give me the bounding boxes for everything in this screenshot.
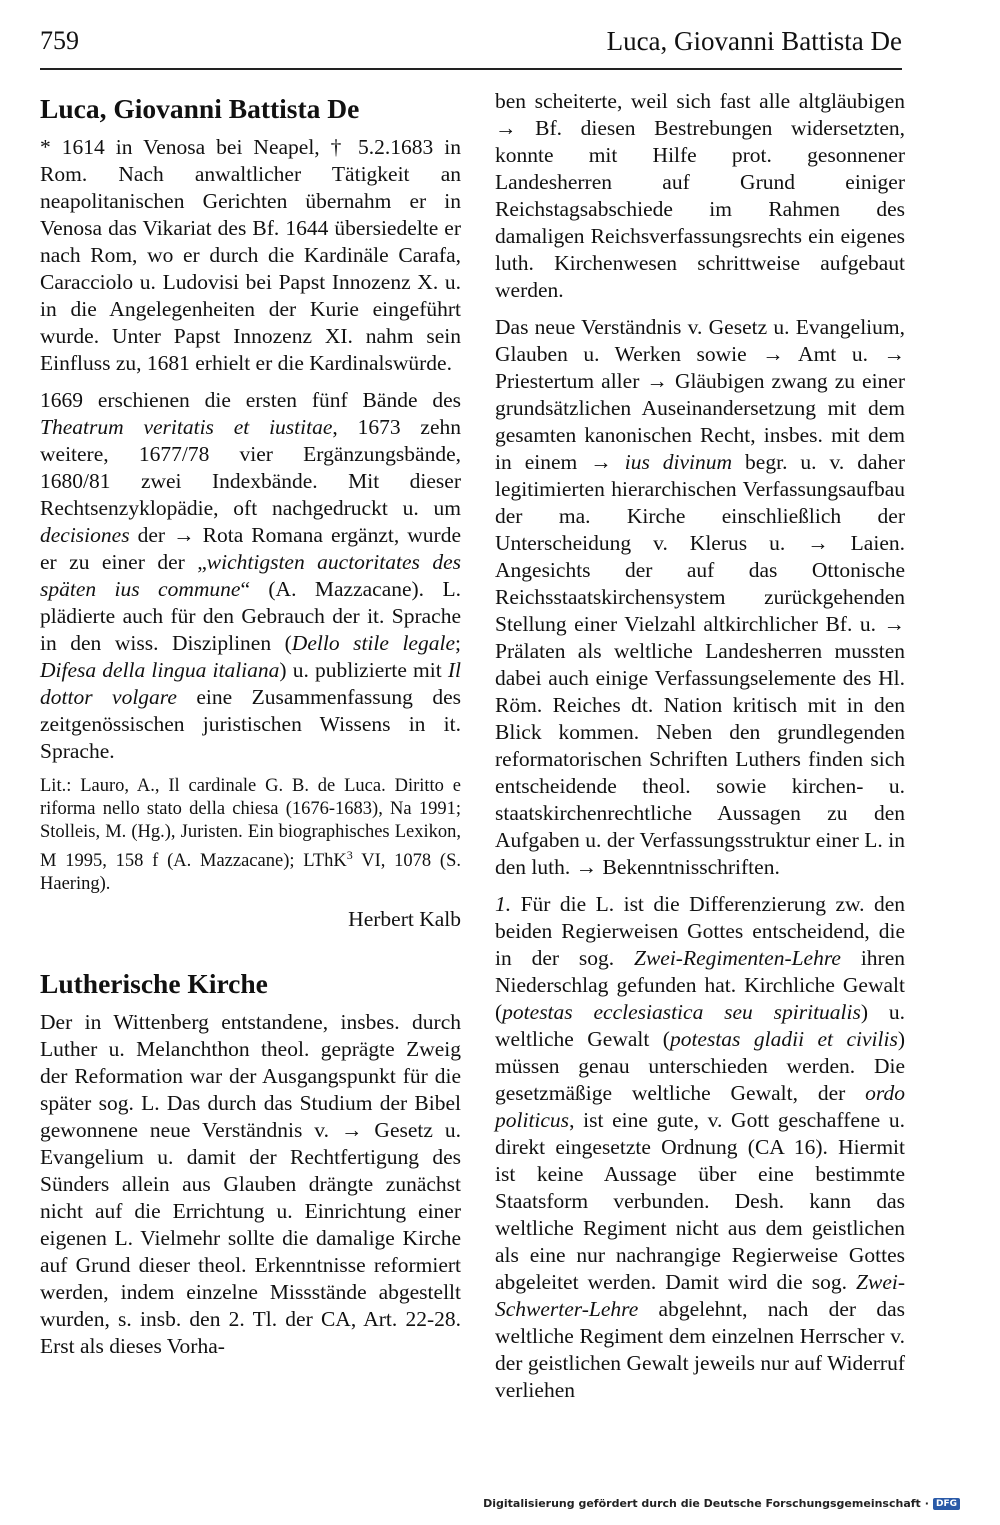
text-run: Lit.: Lauro, A., Il cardinale G. B. de Luca. Diritto e riforma nello stato della chiesa (1676-1683), Na 1991; Stolleis, M. (Hg.), Juristen. Ein biographisches Lexikon, M 1995, 158 f (A. Mazzacane); LThK	[40, 776, 461, 872]
luca-paragraph-2	[40, 387, 461, 765]
lutherische-kirche-section-1	[495, 891, 905, 1404]
text-run: der → Rota Romana ergänzt, wurde er zu einer der „	[40, 523, 461, 574]
lutherische-kirche-paragraph-2	[495, 314, 905, 881]
text-run: VI, 1078 (S. Haering).	[40, 851, 461, 895]
lutherische-kirche-paragraph-1: Der in Wittenberg entstandene, insbes. durch Luther u. Melanchthon theol. geprägte Zweig der Reformation war der Ausgangspunkt für die später sog. L. Das durch das Studium der Bibel gewonnene neue Verständnis v. → Gesetz u. Evangelium u. damit der Rechtfertigung des Sünders allein aus Glauben drängte zunächst nicht auf die Errichtung u. Einrichtung einer eigenen L. Vielmehr sollte die damalige Kirche auf Grund dieser theol. Erkenntnisse reformiert werden, indem einzelne Missstände abgestellt wurden, s. insb. den 2. Tl. der CA, Art. 22-28. Erst als dieses Vorha-	[40, 1010, 461, 1359]
text-run: Für die L. ist die Differenzierung zw. den beiden Regierweisen Gottes entscheidend, die in der sog.	[495, 892, 905, 970]
header-rule	[40, 68, 902, 70]
italic-term: Zwei-Schwerter-Lehre	[495, 1270, 905, 1321]
text-run: ihren Niederschlag gefunden hat. Kirchliche Gewalt (	[495, 946, 905, 1024]
running-head: Luca, Giovanni Battista De	[606, 26, 902, 56]
italic-term: ius divinum	[624, 450, 733, 474]
superscript: 3	[346, 848, 353, 862]
italic-term: potestas gladii et civilis	[669, 1027, 898, 1051]
italic-term: decisiones	[40, 523, 130, 547]
text-run: Das neue Verständnis v. Gesetz u. Evangelium, Glauben u. Werken sowie → Amt u. → Priestertum aller → Gläubigen zwang zu einer grundsätzlichen Auseinandersetzung mit dem gesamten kanonischen Recht, insbes. mit dem in einem →	[495, 315, 905, 474]
italic-term: ordo politicus	[495, 1081, 905, 1132]
footer-text: Digitalisierung gefördert durch die Deutsche Forschungsgemeinschaft	[483, 1497, 921, 1510]
entry-title-lutherische-kirche: Lutherische Kirche	[40, 968, 268, 1000]
text-run: “ (A. Mazzacane). L. plädierte auch für den Gebrauch der it. Sprache in den wiss. Disziplinen (	[40, 577, 461, 655]
right-column	[495, 88, 905, 1414]
italic-title: Difesa della lingua italiana	[40, 658, 280, 682]
text-run: , ist eine gute, v. Gott geschaffene u. direkt eingesetzte Ordnung (CA 16). Hiermit ist keine Aussage über eine bestimmte Staatsform verbunden. Desh. kann das weltliche Regiment nicht aus dem geistlichen als eine nur nachrangige Regierweise Gottes abgeleitet werden. Damit wird die sog.	[495, 1108, 905, 1294]
section-number: 1.	[495, 892, 512, 916]
dfg-logo-icon: DFG	[933, 1498, 960, 1510]
luca-author: Herbert Kalb	[348, 907, 461, 932]
lutherische-kirche-paragraph-continued: ben scheiterte, weil sich fast alle altgläubigen → Bf. diesen Bestrebungen widersetzten, konnte mit Hilfe prot. gesonnener Landesherren auf Grund einiger Reichstagsabschiede im Rahmen des damaligen Reichsverfassungsrechts ein eigenes luth. Kirchenwesen schrittweise aufgebaut werden.	[495, 89, 905, 302]
italic-term: Zwei-Regimenten-Lehre	[633, 946, 841, 970]
luca-paragraph-1: * 1614 in Venosa bei Neapel, † 5.2.1683 in Rom. Nach anwaltlicher Tätigkeit an neapolitanischen Gerichten übernahm er in Venosa das Vikariat des Bf. 1644 übersiedelte er nach Rom, wo er durch die Kardinäle Carafa, Caracciolo u. Ludovisi bei Papst Innozenz X. u. in die Angelegenheiten der Kurie eingeführt wurde. Unter Papst Innozenz XI. nahm sein Einfluss zu, 1681 erhielt er die Kardinalswürde.	[40, 135, 461, 375]
italic-title: Theatrum veritatis et iustitae	[40, 415, 333, 439]
italic-term: potestas ecclesiastica seu spiritualis	[502, 1000, 861, 1024]
entry-title-luca: Luca, Giovanni Battista De	[40, 93, 360, 124]
text-run: ;	[455, 631, 461, 655]
text-run: ) müssen genau unterschieden werden. Die gesetzmäßige weltliche Gewalt, der	[495, 1027, 905, 1105]
text-run: ) u. weltliche Gewalt (	[495, 1000, 905, 1051]
text-run: ) u. publizierte mit	[279, 658, 448, 682]
italic-quote: wichtigsten auctoritates des späten ius commune	[40, 550, 461, 601]
italic-title: Il dottor volgare	[40, 658, 462, 709]
footer-separator: ·	[924, 1497, 929, 1510]
luca-literature	[40, 775, 461, 896]
digitization-footer	[483, 1497, 960, 1510]
italic-title: Dello stile legale	[291, 631, 455, 655]
left-column	[40, 88, 461, 1370]
text-run: eine Zusammenfassung des zeitgenössischen juristischen Wissens in it. Sprache.	[40, 685, 462, 763]
text-run: , 1673 zehn weitere, 1677/78 vier Ergänzungsbände, 1680/81 zwei Indexbände. Mit dieser Rechtsenzyklopädie, oft nachgedruckt u. um	[40, 415, 461, 520]
text-run: 1669 erschienen die ersten fünf Bände des	[40, 388, 461, 412]
text-run: abgelehnt, nach der das weltliche Regiment dem einzelnen Herrscher v. der geistlichen Gewalt jeweils nur auf Widerruf verliehen	[495, 1297, 905, 1402]
page-number: 759	[40, 26, 79, 55]
text-run: begr. u. v. daher legitimierten hierarchischen Verfassungsaufbau der ma. Kirche einschließlich der Unterscheidung v. Klerus u. → Laien. Angesichts der auf das Ottonische Reichsstaatskirchensystem zurückgehenden Stellung einer Vielzahl altkirchlicher Bf. u. → Prälaten als weltliche Landesherren mussten dabei auch einige Verfassungselemente des Hl. Röm. Reiches dt. Nation kritisch mit in den Blick kommen. Neben den grundlegenden reformatorischen Schriften Luthers finden sich entscheidende theol. sowie kirchen- u. staatskirchenrechtliche Aussagen zu den Aufgaben u. der Verfassungsstruktur einer L. in den luth. → Bekenntnisschriften.	[495, 450, 905, 879]
